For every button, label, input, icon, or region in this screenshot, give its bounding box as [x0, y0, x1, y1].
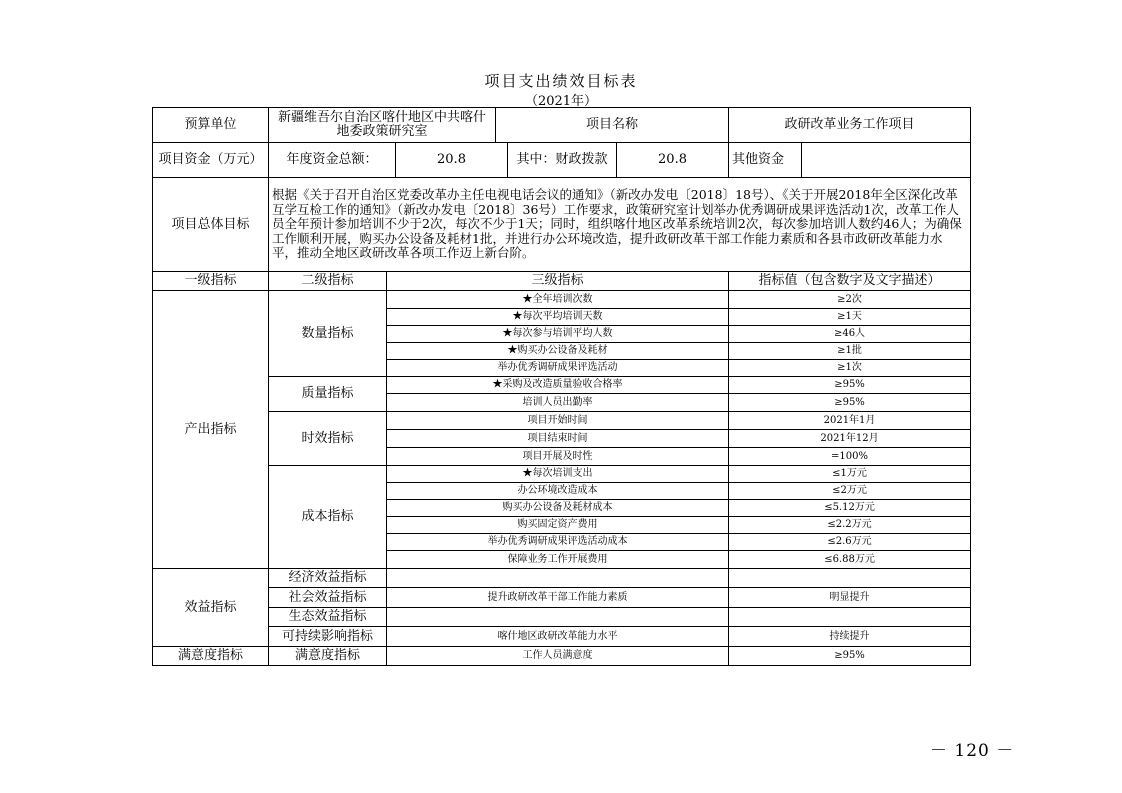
- goal-row: [153, 178, 971, 272]
- indicator-value: [729, 569, 971, 588]
- annual-total-value: 20.8: [396, 143, 508, 177]
- indicator-name: 保障业务工作开展费用: [387, 551, 729, 569]
- indicator-name: ★购买办公设备及耗材: [387, 343, 729, 360]
- satisfaction-indicator-label: 满意度指标: [153, 647, 269, 666]
- indicator-name: ★每次参与培训平均人数: [387, 326, 729, 343]
- project-name-label: 项目名称: [496, 108, 729, 143]
- other-fund-cell: [729, 143, 971, 178]
- column-level3: 三级指标: [387, 272, 729, 291]
- table-row: [153, 291, 971, 309]
- indicator-value: ≥95%: [729, 647, 971, 666]
- indicator-value: ≤6.88万元: [729, 551, 971, 569]
- table-row: [153, 588, 971, 608]
- indicator-name: [387, 569, 729, 588]
- timeliness-indicator-label: 时效指标: [269, 412, 387, 466]
- column-value: 指标值（包含数字及文字描述）: [729, 272, 971, 291]
- indicator-name: ★采购及改造质量验收合格率: [387, 377, 729, 394]
- fiscal-value: 20.8: [617, 143, 729, 177]
- benefit-indicator-label: 效益指标: [153, 569, 269, 647]
- indicator-name: 喀什地区政研改革能力水平: [387, 627, 729, 647]
- column-level1: 一级指标: [153, 272, 269, 291]
- indicator-name: [387, 608, 729, 627]
- indicator-name: 项目开始时间: [387, 412, 729, 430]
- indicator-name: 项目开展及时性: [387, 448, 729, 466]
- table-title: 项目支出绩效目标表: [484, 72, 638, 90]
- satisfaction-level2-label: 满意度指标: [269, 647, 387, 666]
- indicator-value: ≤2万元: [729, 483, 971, 500]
- budget-unit-label: 预算单位: [153, 108, 269, 143]
- table-row: [153, 466, 971, 483]
- benefit-level2-label: 社会效益指标: [269, 588, 387, 608]
- indicator-value: ≥2次: [729, 291, 971, 309]
- indicator-value: ≥95%: [729, 377, 971, 394]
- indicator-value: 2021年12月: [729, 430, 971, 448]
- indicator-name: ★全年培训次数: [387, 291, 729, 309]
- cost-indicator-label: 成本指标: [269, 466, 387, 569]
- fund-detail: [269, 143, 728, 177]
- indicator-value: ≤5.12万元: [729, 500, 971, 517]
- indicator-name: 购买固定资产费用: [387, 517, 729, 534]
- benefit-level2-label: 经济效益指标: [269, 569, 387, 588]
- annual-total-label: 年度资金总额：: [269, 143, 396, 177]
- benefit-level2-label: 可持续影响指标: [269, 627, 387, 647]
- indicator-value: =100%: [729, 448, 971, 466]
- indicator-name: 办公环境改造成本: [387, 483, 729, 500]
- indicator-name: ★每次平均培训天数: [387, 309, 729, 326]
- indicator-value: ≥95%: [729, 394, 971, 412]
- indicator-value: ≥1天: [729, 309, 971, 326]
- quality-indicator-label: 质量指标: [269, 377, 387, 412]
- table-row: [153, 627, 971, 647]
- indicator-value: ≥46人: [729, 326, 971, 343]
- benefit-level2-label: 生态效益指标: [269, 608, 387, 627]
- fund-label: 项目资金（万元）: [153, 143, 269, 178]
- indicator-value: [729, 608, 971, 627]
- indicator-name: 举办优秀调研成果评选活动: [387, 360, 729, 377]
- page-number: － 120 －: [930, 741, 1015, 761]
- indicator-value: ≥1次: [729, 360, 971, 377]
- budget-unit-row: [153, 108, 971, 143]
- indicator-value: 明显提升: [729, 588, 971, 608]
- indicator-value: ≤2.2万元: [729, 517, 971, 534]
- fund-row: [153, 143, 971, 178]
- indicator-name: 工作人员满意度: [387, 647, 729, 666]
- indicator-name: ★每次培训支出: [387, 466, 729, 483]
- indicator-name: 项目结束时间: [387, 430, 729, 448]
- table-row: [153, 647, 971, 666]
- performance-target-table: [152, 107, 971, 666]
- fund-detail-cell: [269, 143, 729, 178]
- project-name-value: 政研改革业务工作项目: [729, 108, 971, 143]
- column-level2: 二级指标: [269, 272, 387, 291]
- table-row: [153, 608, 971, 627]
- table-year: （2021年）: [524, 94, 598, 109]
- column-header-row: [153, 272, 971, 291]
- indicator-name: 购买办公设备及耗材成本: [387, 500, 729, 517]
- indicator-name: 举办优秀调研成果评选活动成本: [387, 534, 729, 551]
- indicator-value: 2021年1月: [729, 412, 971, 430]
- indicator-name: 培训人员出勤率: [387, 394, 729, 412]
- indicator-value: 持续提升: [729, 627, 971, 647]
- fiscal-label: 其中：财政拨款: [508, 143, 617, 177]
- other-fund-value: [802, 143, 971, 177]
- table-row: [153, 412, 971, 430]
- table-row: [153, 569, 971, 588]
- quantity-indicator-label: 数量指标: [269, 291, 387, 377]
- indicator-value: ≤1万元: [729, 466, 971, 483]
- indicator-name: 提升政研改革干部工作能力素质: [387, 588, 729, 608]
- other-fund-detail: [729, 143, 970, 177]
- indicator-value: ≥1批: [729, 343, 971, 360]
- goal-label: 项目总体目标: [153, 178, 269, 272]
- output-indicator-label: 产出指标: [153, 291, 269, 569]
- table-row: [153, 377, 971, 394]
- other-fund-label: 其他资金: [729, 143, 802, 177]
- indicator-value: ≤2.6万元: [729, 534, 971, 551]
- budget-unit-value: 新疆维吾尔自治区喀什地区中共喀什地委政策研究室: [269, 108, 496, 143]
- goal-text: 根据《关于召开自治区党委改革办主任电视电话会议的通知》（新改办发电〔2018〕18号）、《关于开展2018年全区深化改革互学互检工作的通知》（新改办发电〔2018〕36号）工作要求，政策研究室计划举办优秀调研成果评选活动1次，改革工作人员全年预计参加培训不少于2次，每次不少于1天；同时，组织喀什地区改革系统培训2次，每次参加培训人数约46人；为确保工作顺利开展，购买办公设备及耗材1批，并进行办公环境改造，提升政研改革干部工作能力素质和各县市政研改革能力水平，推动全地区政研改革各项工作迈上新台阶。: [269, 178, 971, 272]
